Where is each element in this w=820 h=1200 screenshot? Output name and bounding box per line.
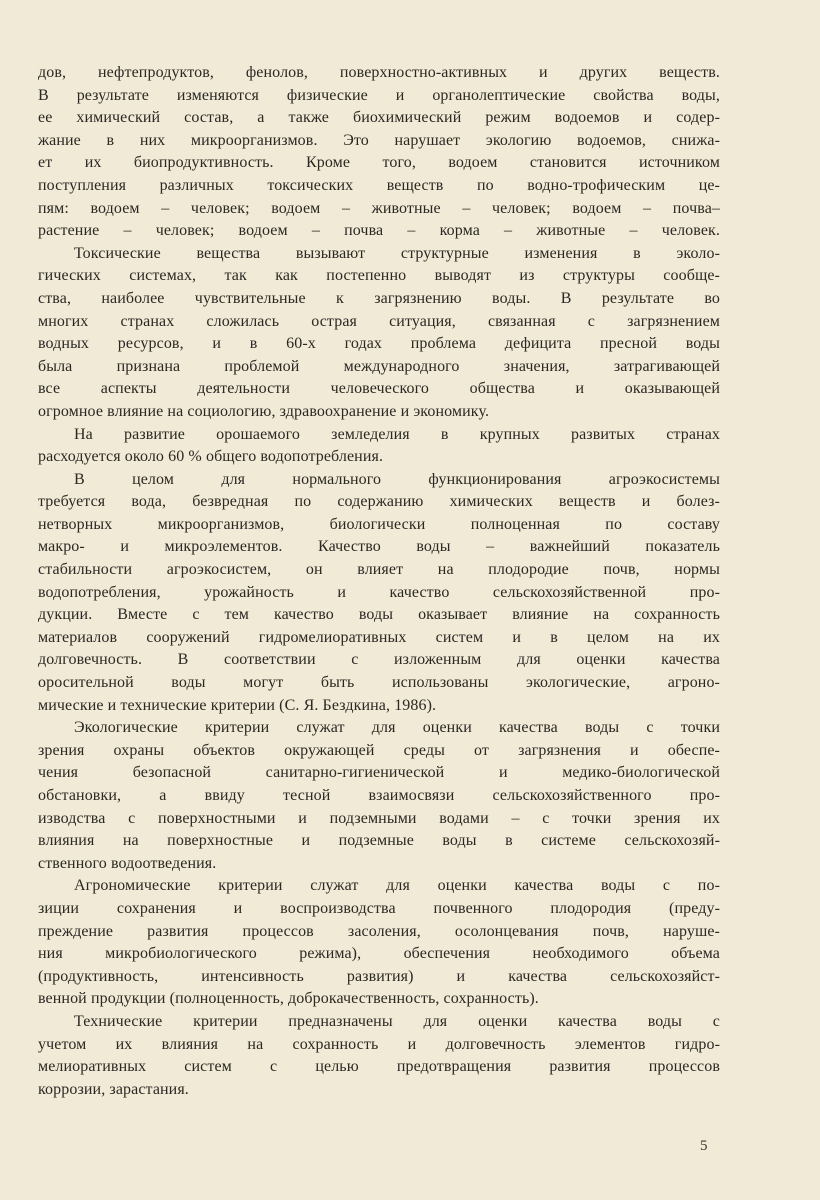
text-line: растение – человек; водоем – почва – корма – животные – человек. [38, 222, 720, 240]
text-line: Технические критерии предназначены для оценки качества воды с [74, 1012, 720, 1030]
text-line: гических системах, так как постепенно выводят из структуры сообще- [38, 267, 720, 285]
text-line: ее химический состав, а также биохимический режим водоемов и содер- [38, 109, 720, 127]
text-line: была признана проблемой международного значения, затрагивающей [38, 357, 720, 375]
text-line: влияния на поверхностные и подземные воды в системе сельскохозяй- [38, 832, 720, 850]
text-line: В целом для нормального функционирования агроэкосистемы [74, 470, 720, 488]
text-line: пям: водоем – человек; водоем – животные – человек; водоем – почва– [38, 199, 720, 217]
text-line: (продуктивность, интенсивность развития) и качества сельскохозяйст- [38, 967, 720, 985]
text-line: чения безопасной санитарно-гигиенической и медико-биологической [38, 764, 720, 782]
text-line: Агрономические критерии служат для оценки качества воды с по- [74, 877, 720, 895]
text-line: материалов сооружений гидромелиоративных систем и в целом на их [38, 628, 720, 646]
text-line: водопотребления, урожайность и качество сельскохозяйственной про- [38, 583, 720, 601]
text-line: венной продукции (полноценность, доброкачественность, сохранность). [38, 990, 539, 1008]
text-line: зиции сохранения и воспроизводства почвенного плодородия (преду- [38, 899, 720, 917]
text-line: коррозии, зарастания. [38, 1080, 189, 1098]
text-line: учетом их влияния на сохранность и долговечность элементов гидро- [38, 1035, 720, 1053]
text-line: обстановки, а ввиду тесной взаимосвязи сельскохозяйственного про- [38, 787, 720, 804]
text-line: жание в них микроорганизмов. Это нарушает экологию водоемов, снижа- [38, 131, 720, 149]
text-line: поступления различных токсических веществ по водно-трофическим це- [38, 176, 720, 194]
text-line: все аспекты деятельности человеческого общества и оказывающей [38, 380, 720, 398]
text-line: ства, наиболее чувствительные к загрязнению воды. В результате во [38, 289, 720, 307]
text-line: ет их биопродуктивность. Кроме того, водоем становится источником [38, 154, 720, 172]
text-line: В результате изменяются физические и органолептические свойства воды, [38, 86, 720, 104]
text-line: стабильности агроэкосистем, он влияет на плодородие почв, нормы [38, 561, 720, 579]
body-text [38, 62, 720, 1101]
text-line: долговечность. В соответствии с изложенным для оценки качества [38, 651, 720, 669]
text-line: На развитие орошаемого земледелия в крупных развитых странах [74, 425, 720, 443]
text-line: мелиоративных систем с целью предотвращения развития процессов [38, 1058, 720, 1076]
text-line: расходуется около 60 % общего водопотребления. [38, 448, 384, 466]
text-line: нетворных микроорганизмов, биологически полноценная по составу [38, 515, 720, 533]
text-line: ственного водоотведения. [38, 854, 217, 872]
text-line: многих странах сложилась острая ситуация, связанная с загрязнением [38, 312, 720, 330]
text-line: огромное влияние на социологию, здравоохранение и экономику. [38, 402, 490, 420]
text-line: ния микробиологического режима), обеспечения необходимого объема [38, 945, 720, 963]
text-line: оросительной воды могут быть использованы экологические, агроно- [38, 674, 720, 692]
text-line: требуется вода, безвредная по содержанию химических веществ и болез- [38, 493, 720, 511]
text-line: макро- и микроэлементов. Качество воды – важнейший показатель [38, 538, 720, 556]
text-line: преждение развития процессов засоления, осолонцевания почв, наруше- [38, 922, 720, 940]
text-line: мические и технические критерии (С. Я. Бездкина, 1986). [38, 696, 437, 714]
text-line: зрения охраны объектов окружающей среды от загрязнения и обеспе- [38, 741, 720, 759]
text-line: дов, нефтепродуктов, фенолов, поверхностно-активных и других веществ. [38, 64, 720, 81]
text-line: изводства с поверхностными и подземными водами – с точки зрения их [38, 809, 720, 827]
page-number: 5 [700, 1138, 708, 1154]
text-line: Экологические критерии служат для оценки качества воды с точки [74, 719, 720, 737]
text-line: дукции. Вместе с тем качество воды оказывает влияние на сохранность [38, 606, 720, 624]
text-line: Токсические вещества вызывают структурные изменения в эколо- [74, 244, 720, 262]
text-line: водных ресурсов, и в 60-х годах проблема дефицита пресной воды [38, 335, 720, 353]
